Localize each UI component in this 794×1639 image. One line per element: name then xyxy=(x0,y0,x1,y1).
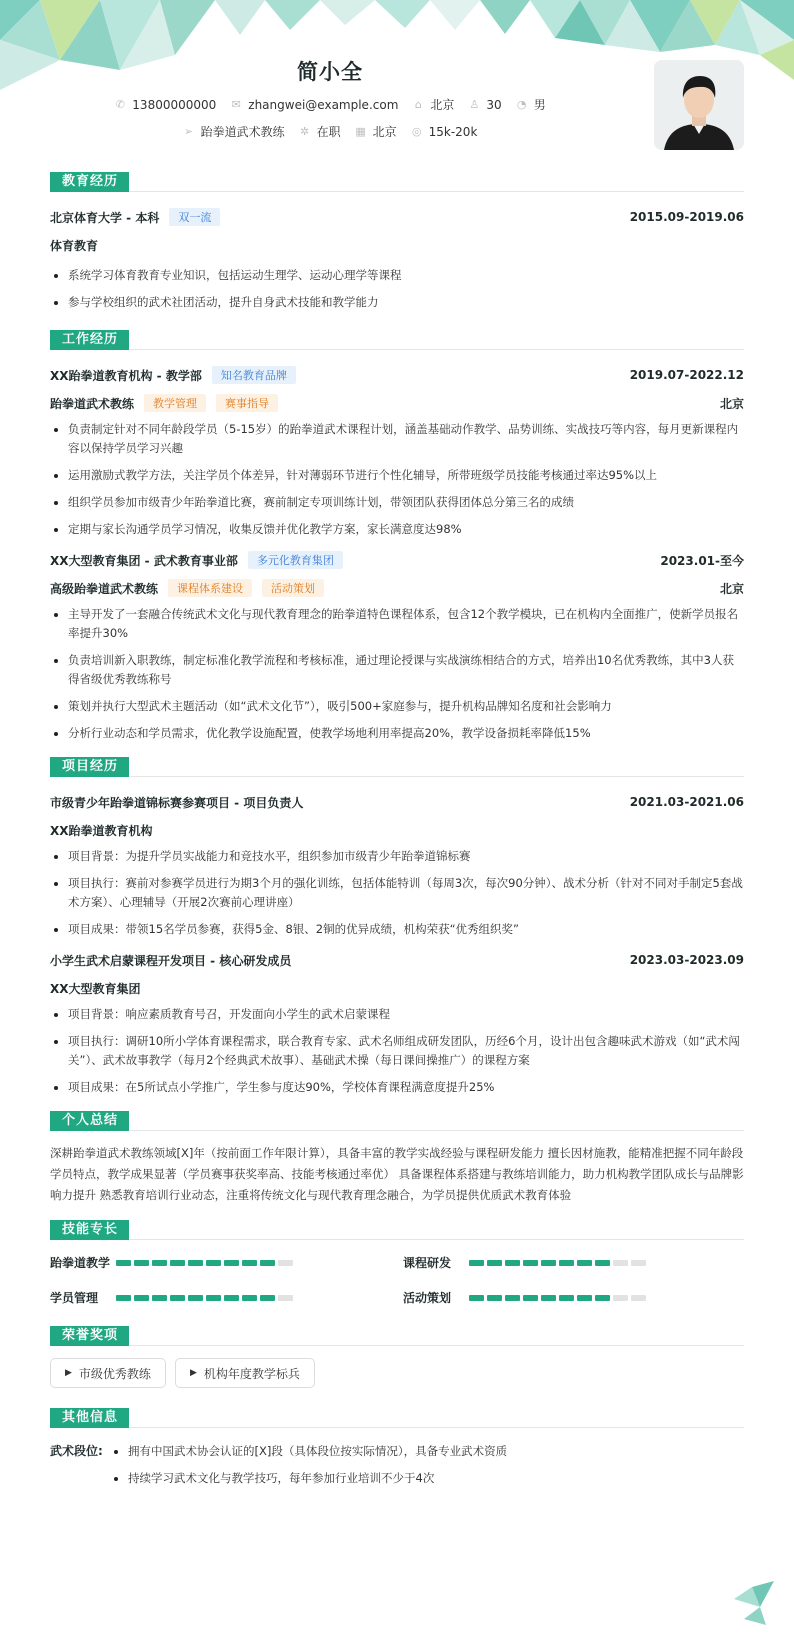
education-school-row xyxy=(50,206,744,228)
skill-name: 课程研发 xyxy=(403,1256,452,1270)
education-major-row xyxy=(50,234,744,256)
job-company-row xyxy=(50,549,744,571)
job-entry xyxy=(50,549,744,743)
other-section xyxy=(50,1408,744,1496)
education-list xyxy=(50,266,744,312)
projects-section xyxy=(50,757,744,1097)
section-title: 个人总结 xyxy=(50,1111,129,1131)
salary-value: 15k-20k xyxy=(428,124,478,139)
project-org: XX大型教育集团 xyxy=(50,981,141,996)
building-icon: ▦ xyxy=(355,125,366,138)
phone-info xyxy=(114,98,216,112)
position-tag: 活动策划 xyxy=(262,579,324,597)
award-label: 机构年度教学标兵 xyxy=(203,1366,300,1381)
school-tag: 双一流 xyxy=(169,208,220,226)
age-info xyxy=(468,98,501,112)
project-name: 市级青少年跆拳道锦标赛参赛项目 - 项目负责人 xyxy=(50,795,304,810)
skill-level-bar xyxy=(116,1260,293,1266)
home-icon: ⌂ xyxy=(414,98,422,111)
skill-item xyxy=(50,1254,403,1271)
skill-segment-filled xyxy=(170,1295,185,1301)
play-triangle-icon: ▶ xyxy=(65,1368,72,1378)
job-city: 北京 xyxy=(719,396,744,411)
skill-segment-filled xyxy=(577,1295,592,1301)
skill-item xyxy=(403,1289,744,1306)
skill-segment-filled xyxy=(541,1295,556,1301)
award-chip xyxy=(175,1358,315,1388)
skill-segment-filled xyxy=(559,1295,574,1301)
skill-segment-empty xyxy=(278,1260,293,1266)
location-info xyxy=(412,96,454,113)
email-info xyxy=(230,98,398,112)
contact-row xyxy=(0,96,660,113)
list-item: 拥有中国武术协会认证的[X]段（具体段位按实际情况），具备专业武术资质 xyxy=(110,1442,507,1461)
gender-info xyxy=(516,96,546,113)
company-name: XX跆拳道教育机构 - 教学部 xyxy=(50,368,202,383)
skill-item xyxy=(403,1254,744,1271)
skill-segment-filled xyxy=(242,1260,257,1266)
skill-segment-filled xyxy=(152,1295,167,1301)
mail-icon: ✉ xyxy=(231,98,241,111)
skill-segment-filled xyxy=(469,1295,484,1301)
status-info xyxy=(299,123,341,140)
education-header xyxy=(50,172,744,192)
coin-icon: ◎ xyxy=(411,125,422,138)
awards-header xyxy=(50,1326,744,1346)
awards-list xyxy=(50,1358,744,1388)
skill-segment-filled xyxy=(170,1260,185,1266)
skill-segment-filled xyxy=(116,1295,131,1301)
education-date: 2015.09-2019.06 xyxy=(629,210,744,224)
list-item: 项目成果：在5所试点小学推广，学生参与度达90%，学校体育课程满意度提升25% xyxy=(50,1078,744,1097)
list-item: 主导开发了一套融合传统武术文化与现代教育理念的跆拳道特色课程体系，包含12个教学模块，已在机构内全面推广，使新学员报名率提升30% xyxy=(50,605,744,643)
skills-section xyxy=(50,1220,744,1306)
salary-info xyxy=(411,125,478,139)
work-section xyxy=(50,330,744,743)
person-icon: ♙ xyxy=(469,98,480,111)
position-tag: 赛事指导 xyxy=(216,394,278,412)
list-item: 策划并执行大型武术主题活动（如“武术文化节”），吸引500+家庭参与，提升机构品牌知名度和社会影响力 xyxy=(50,697,744,716)
status-value: 在职 xyxy=(316,125,341,139)
education-section xyxy=(50,172,744,312)
list-item: 组织学员参加市级青少年跆拳道比赛，赛前制定专项训练计划，带领团队获得团体总分第三名的成绩 xyxy=(50,493,744,512)
skill-segment-filled xyxy=(595,1295,610,1301)
send-icon: ➢ xyxy=(183,125,194,138)
job-position-row xyxy=(50,577,744,599)
skills-header xyxy=(50,1220,744,1240)
list-item: 项目执行：赛前对参赛学员进行为期3个月的强化训练，包括体能特训（每周3次，每次90分钟）、战术分析（针对不同对手制定5套战术方案）、心理辅导（开展2次赛前心理讲座） xyxy=(50,874,744,912)
skill-segment-filled xyxy=(224,1260,239,1266)
skill-segment-empty xyxy=(631,1260,646,1266)
job-city: 北京 xyxy=(719,581,744,596)
list-item: 项目背景：响应素质教育号召，开发面向小学生的武术启蒙课程 xyxy=(50,1005,744,1024)
profile-photo xyxy=(654,60,744,150)
gender-value: 男 xyxy=(533,98,546,112)
skill-segment-filled xyxy=(505,1260,520,1266)
skill-segment-filled xyxy=(559,1260,574,1266)
target-city-value: 北京 xyxy=(372,125,397,139)
target-job-info xyxy=(183,123,285,140)
skills-grid xyxy=(50,1254,744,1306)
summary-header xyxy=(50,1111,744,1131)
corner-triangle-decoration xyxy=(730,1581,774,1625)
project-entry xyxy=(50,949,744,1097)
target-job-value: 跆拳道武术教练 xyxy=(200,125,285,139)
other-header xyxy=(50,1408,744,1428)
list-item: 负责制定针对不同年龄段学员（5-15岁）的跆拳道武术课程计划，涵盖基础动作教学、品势训练、实战技巧等内容，每月更新课程内容以保持学员学习兴趣 xyxy=(50,420,744,458)
resume-content xyxy=(50,172,744,1496)
list-item: 负责培训新入职教练，制定标准化教学流程和考核标准，通过理论授课与实战演练相结合的方式，培养出10名优秀教练，其中3人获得省级优秀教练称号 xyxy=(50,651,744,689)
skill-segment-filled xyxy=(469,1260,484,1266)
avatar xyxy=(654,60,744,150)
list-item: 定期与家长沟通学员学习情况，收集反馈并优化教学方案，家长满意度达98% xyxy=(50,520,744,539)
skill-segment-filled xyxy=(116,1260,131,1266)
list-item: 分析行业动态和学员需求，优化教学设施配置，使教学场地利用率提高20%，教学设备损耗率降低15% xyxy=(50,724,744,743)
list-item: 项目成果：带领15名学员参赛，获得5金、8银、2铜的优异成绩，机构荣获“优秀组织奖” xyxy=(50,920,744,939)
award-chip xyxy=(50,1358,166,1388)
company-tag: 知名教育品牌 xyxy=(212,366,296,384)
list-item: 项目执行：调研10所小学体育课程需求，联合教育专家、武术名师组成研发团队，历经6个月，设计出包含趣味武术游戏（如“武术闯关”）、武术故事教学（每月2个经典武术故事）、基础武术操（每日课间操推广）的课程方案 xyxy=(50,1032,744,1070)
project-org-row xyxy=(50,819,744,841)
other-label: 武术段位: xyxy=(50,1444,103,1458)
skill-name: 学员管理 xyxy=(50,1291,99,1305)
summary-text: 深耕跆拳道武术教练领域[X]年（按前面工作年限计算），具备丰富的教学实战经验与课程研发能力 擅长因材施教，能精准把握不同年龄段学员特点，教学成果显著（学员赛事获奖率高、技能考核通过率优） 具备课程体系搭建与教练培训能力，助力机构教学团队成长与品牌影响力提升 熟悉教育培训行业动态，注重将传统文化与现代教育理念融合，为学员提供优质武术教育体验 xyxy=(50,1146,744,1202)
candidate-name: 简小全 xyxy=(297,60,363,84)
work-header xyxy=(50,330,744,350)
job-date: 2019.07-2022.12 xyxy=(629,368,744,382)
skill-level-bar xyxy=(469,1260,646,1266)
projects-header xyxy=(50,757,744,777)
phone-value: 13800000000 xyxy=(132,97,217,112)
company-name: XX大型教育集团 - 武术教育事业部 xyxy=(50,553,238,568)
project-date: 2021.03-2021.06 xyxy=(629,795,744,809)
skill-name: 活动策划 xyxy=(403,1291,452,1305)
skill-segment-empty xyxy=(631,1295,646,1301)
skill-segment-filled xyxy=(224,1295,239,1301)
list-item: 参与学校组织的武术社团活动，提升自身武术技能和教学能力 xyxy=(50,293,744,312)
position-tag: 课程体系建设 xyxy=(168,579,252,597)
age-value: 30 xyxy=(486,97,502,112)
skill-segment-filled xyxy=(188,1260,203,1266)
project-detail-list xyxy=(50,847,744,939)
job-date: 2023.01-至今 xyxy=(660,553,744,568)
email-value: zhangwei@example.com xyxy=(248,97,399,112)
project-org-row xyxy=(50,977,744,999)
skill-segment-filled xyxy=(206,1295,221,1301)
skill-segment-filled xyxy=(134,1295,149,1301)
skill-level-bar xyxy=(469,1295,646,1301)
project-name: 小学生武术启蒙课程开发项目 - 核心研发成员 xyxy=(50,953,292,968)
other-info-row xyxy=(50,1442,744,1496)
play-triangle-icon: ▶ xyxy=(189,1368,197,1378)
skill-item xyxy=(50,1289,403,1306)
project-entry xyxy=(50,791,744,939)
section-title: 教育经历 xyxy=(50,172,129,192)
major-name: 体育教育 xyxy=(50,238,99,253)
job-intent-row xyxy=(0,123,660,140)
list-item: 项目背景：为提升学员实战能力和竞技水平，组织参加市级青少年跆拳道锦标赛 xyxy=(50,847,744,866)
skill-segment-filled xyxy=(487,1260,502,1266)
skill-segment-filled xyxy=(206,1260,221,1266)
summary-section xyxy=(50,1111,744,1206)
project-org: XX跆拳道教育机构 xyxy=(50,823,153,838)
skill-segment-filled xyxy=(505,1295,520,1301)
other-list xyxy=(110,1442,507,1496)
job-duties-list xyxy=(50,420,744,539)
target-city-info xyxy=(355,123,397,140)
project-detail-list xyxy=(50,1005,744,1097)
company-tag: 多元化教育集团 xyxy=(248,551,343,569)
position-name: 高级跆拳道武术教练 xyxy=(50,581,159,596)
project-date: 2023.03-2023.09 xyxy=(629,953,744,967)
award-label: 市级优秀教练 xyxy=(78,1366,151,1381)
gender-icon: ◔ xyxy=(516,98,527,111)
skill-name: 跆拳道教学 xyxy=(50,1256,111,1270)
location-value: 北京 xyxy=(430,98,455,112)
skill-segment-filled xyxy=(260,1260,275,1266)
skill-segment-filled xyxy=(134,1260,149,1266)
skill-segment-filled xyxy=(523,1260,538,1266)
job-position-row xyxy=(50,392,744,414)
skill-segment-filled xyxy=(260,1295,275,1301)
skill-segment-empty xyxy=(613,1260,628,1266)
project-title-row xyxy=(50,949,744,971)
awards-section xyxy=(50,1326,744,1388)
skill-segment-filled xyxy=(242,1295,257,1301)
skill-segment-empty xyxy=(613,1295,628,1301)
list-item: 持续学习武术文化与教学技巧，每年参加行业培训不少于4次 xyxy=(110,1469,507,1488)
position-tag: 教学管理 xyxy=(144,394,206,412)
section-title: 其他信息 xyxy=(50,1408,129,1428)
skill-segment-filled xyxy=(577,1260,592,1266)
section-title: 项目经历 xyxy=(50,757,129,777)
job-duties-list xyxy=(50,605,744,743)
skill-segment-filled xyxy=(595,1260,610,1266)
section-title: 技能专长 xyxy=(50,1220,129,1240)
school-name: 北京体育大学 - 本科 xyxy=(50,210,160,225)
skill-segment-filled xyxy=(188,1295,203,1301)
resume-header xyxy=(0,56,660,140)
list-item: 运用激励式教学方法，关注学员个体差异，针对薄弱环节进行个性化辅导，所带班级学员技能考核通过率达95%以上 xyxy=(50,466,744,485)
skill-segment-filled xyxy=(523,1295,538,1301)
project-title-row xyxy=(50,791,744,813)
job-entry xyxy=(50,364,744,539)
job-company-row xyxy=(50,364,744,386)
position-name: 跆拳道武术教练 xyxy=(50,396,135,411)
skill-level-bar xyxy=(116,1295,293,1301)
skill-segment-filled xyxy=(541,1260,556,1266)
gear-icon: ✲ xyxy=(299,125,310,138)
list-item: 系统学习体育教育专业知识，包括运动生理学、运动心理学等课程 xyxy=(50,266,744,285)
section-title: 荣誉奖项 xyxy=(50,1326,129,1346)
section-title: 工作经历 xyxy=(50,330,129,350)
skill-segment-filled xyxy=(152,1260,167,1266)
skill-segment-empty xyxy=(278,1295,293,1301)
phone-icon: ✆ xyxy=(115,98,125,111)
skill-segment-filled xyxy=(487,1295,502,1301)
